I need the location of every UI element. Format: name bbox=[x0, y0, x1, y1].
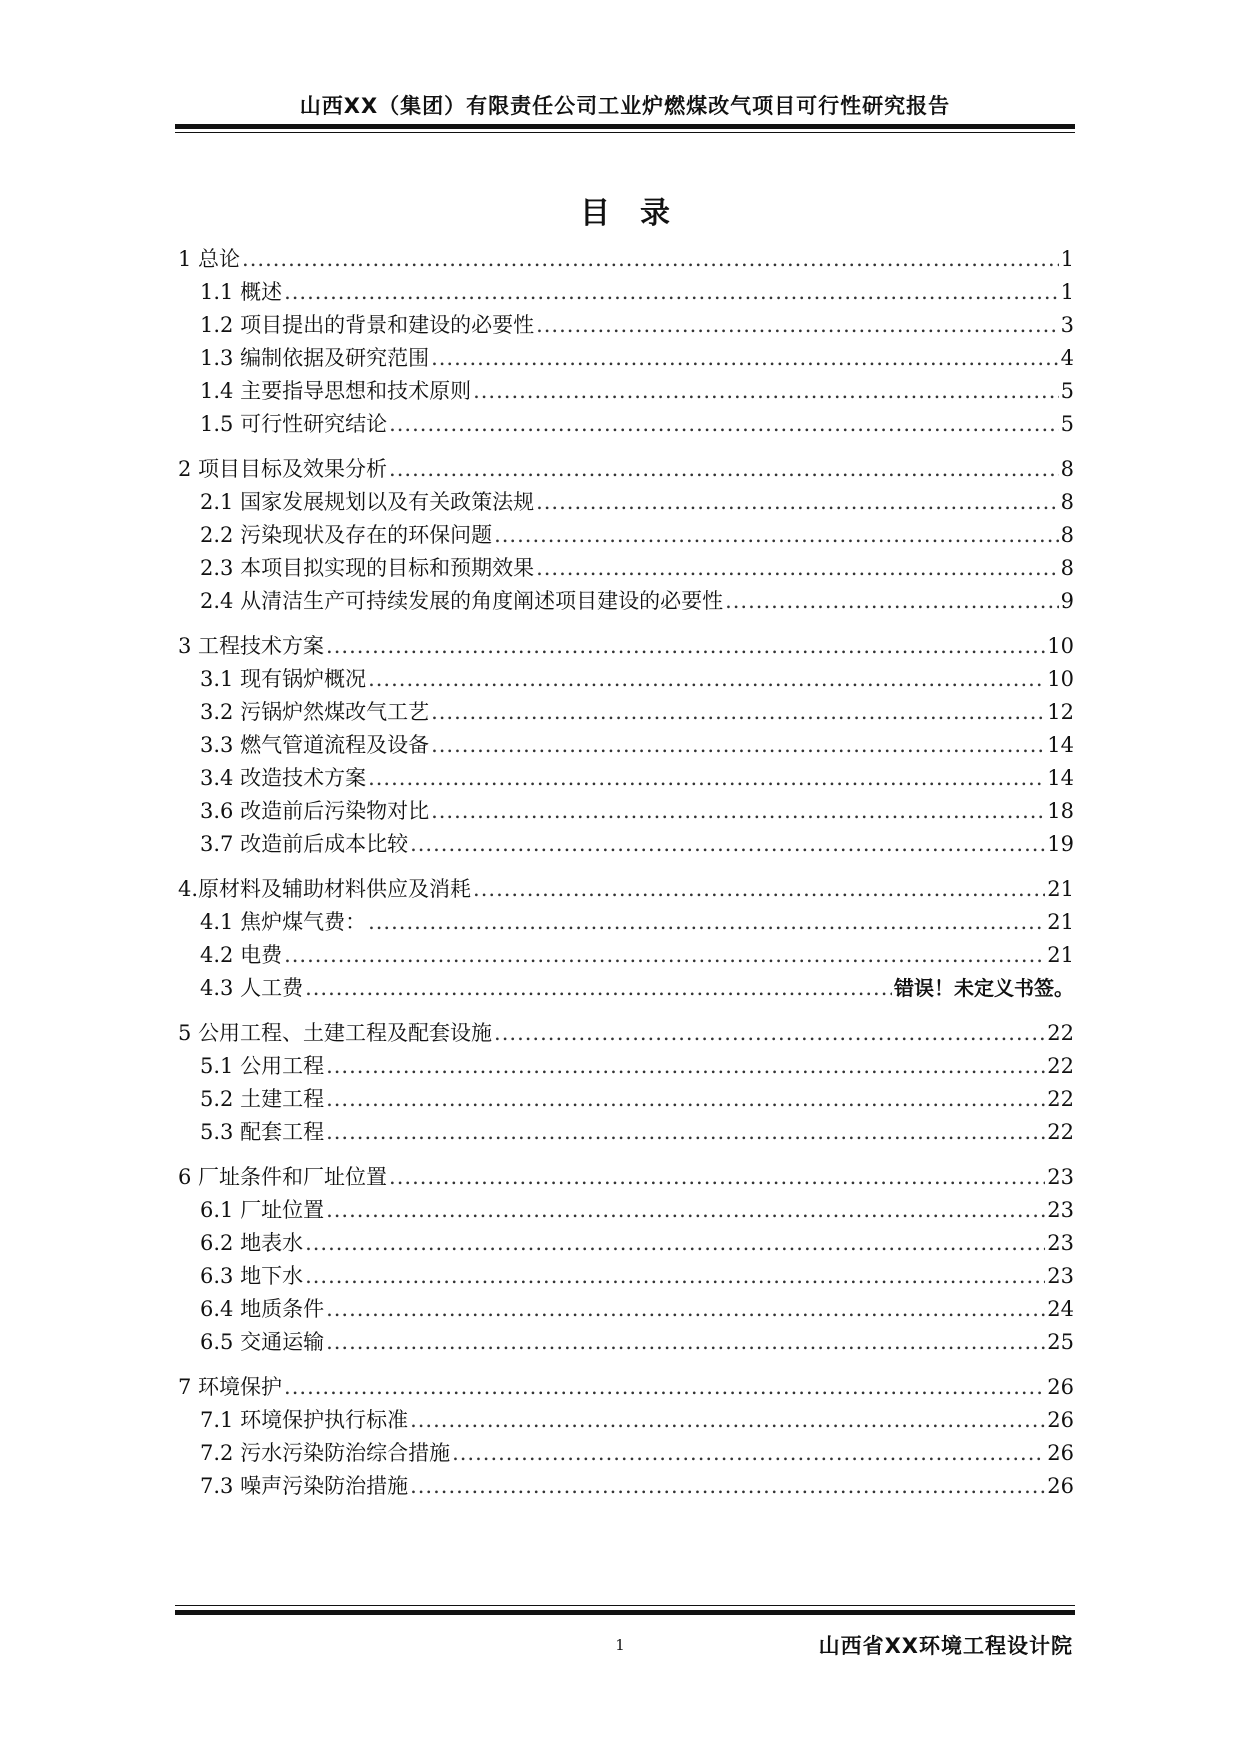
header-rule-thin bbox=[175, 132, 1075, 133]
toc-page-number: 5 bbox=[1060, 379, 1074, 403]
dot-leader bbox=[494, 519, 1059, 552]
toc-section-entry[interactable] bbox=[178, 408, 1074, 441]
toc-page-number: 3 bbox=[1060, 313, 1074, 337]
toc-entry-title: 1 总论 bbox=[178, 247, 241, 271]
toc-section-entry[interactable] bbox=[178, 552, 1074, 585]
toc-page-number: 22 bbox=[1047, 1120, 1074, 1144]
toc-entry-title: 5.2 土建工程 bbox=[200, 1087, 325, 1111]
toc-entry-title: 6.5 交通运输 bbox=[200, 1330, 325, 1354]
dot-leader bbox=[284, 939, 1045, 972]
toc-section-entry[interactable] bbox=[178, 1083, 1074, 1116]
toc-entry-title: 2.1 国家发展规划以及有关政策法规 bbox=[200, 490, 535, 514]
toc-section-entry[interactable] bbox=[178, 1260, 1074, 1293]
dot-leader bbox=[389, 453, 1059, 486]
dot-leader bbox=[305, 1260, 1045, 1293]
toc-section-entry[interactable] bbox=[178, 972, 1074, 1005]
toc-section-entry[interactable] bbox=[178, 1293, 1074, 1326]
toc-entry-title: 6.1 厂址位置 bbox=[200, 1198, 325, 1222]
toc-page-number: 8 bbox=[1060, 556, 1074, 580]
toc-page-number: 21 bbox=[1047, 877, 1074, 901]
toc-chapter-entry[interactable] bbox=[178, 630, 1074, 663]
toc-page-number: 5 bbox=[1060, 412, 1074, 436]
dot-leader bbox=[305, 972, 892, 1005]
toc-entry-title: 4.1 焦炉煤气费： bbox=[200, 910, 367, 934]
toc-entry-title: 4.2 电费 bbox=[200, 943, 283, 967]
dot-leader bbox=[410, 1470, 1045, 1503]
toc-page-number: 26 bbox=[1047, 1441, 1074, 1465]
toc-page-number: 10 bbox=[1047, 634, 1074, 658]
dot-leader bbox=[368, 906, 1045, 939]
toc-page-number: 14 bbox=[1047, 766, 1074, 790]
toc-chapter-entry[interactable] bbox=[178, 1371, 1074, 1404]
dot-leader bbox=[536, 309, 1059, 342]
toc-section-entry[interactable] bbox=[178, 828, 1074, 861]
toc-entry-title: 7.2 污水污染防治综合措施 bbox=[200, 1441, 451, 1465]
footer-rule-thick bbox=[175, 1610, 1075, 1615]
dot-leader bbox=[431, 729, 1045, 762]
toc-section-entry[interactable] bbox=[178, 342, 1074, 375]
toc-page-number: 25 bbox=[1047, 1330, 1074, 1354]
dot-leader bbox=[305, 1227, 1045, 1260]
dot-leader bbox=[494, 1017, 1045, 1050]
toc-entry-title: 5.3 配套工程 bbox=[200, 1120, 325, 1144]
dot-leader bbox=[389, 408, 1059, 441]
toc-section-entry[interactable] bbox=[178, 939, 1074, 972]
toc-page-number: 22 bbox=[1047, 1054, 1074, 1078]
dot-leader bbox=[242, 243, 1059, 276]
toc-chapter-entry[interactable] bbox=[178, 1017, 1074, 1050]
toc-page-number: 23 bbox=[1047, 1264, 1074, 1288]
toc-entry-title: 6.4 地质条件 bbox=[200, 1297, 325, 1321]
dot-leader bbox=[473, 375, 1059, 408]
toc-page-number: 9 bbox=[1060, 589, 1074, 613]
dot-leader bbox=[326, 1326, 1045, 1359]
toc-entry-title: 1.1 概述 bbox=[200, 280, 283, 304]
toc-page-number: 1 bbox=[1060, 247, 1074, 271]
toc-page-number: 14 bbox=[1047, 733, 1074, 757]
toc-section-entry[interactable] bbox=[178, 1437, 1074, 1470]
toc-chapter-entry[interactable] bbox=[178, 453, 1074, 486]
toc-entry-title: 3.2 污锅炉然煤改气工艺 bbox=[200, 700, 430, 724]
page-number: 1 bbox=[615, 1636, 625, 1654]
toc-section-entry[interactable] bbox=[178, 1050, 1074, 1083]
toc-chapter-entry[interactable] bbox=[178, 243, 1074, 276]
toc-entry-title: 7 环境保护 bbox=[178, 1375, 283, 1399]
toc-section-entry[interactable] bbox=[178, 486, 1074, 519]
toc-section-entry[interactable] bbox=[178, 375, 1074, 408]
header-rule-thick bbox=[175, 124, 1075, 129]
toc-page-number: 8 bbox=[1060, 490, 1074, 514]
toc-title: 目录 bbox=[580, 196, 700, 231]
toc-section-entry[interactable] bbox=[178, 1227, 1074, 1260]
dot-leader bbox=[431, 795, 1045, 828]
toc-entry-title: 7.3 噪声污染防治措施 bbox=[200, 1474, 409, 1498]
toc-page-number: 23 bbox=[1047, 1231, 1074, 1255]
toc-page-number: 10 bbox=[1047, 667, 1074, 691]
toc-entry-title: 5 公用工程、土建工程及配套设施 bbox=[178, 1021, 493, 1045]
dot-leader bbox=[326, 1293, 1045, 1326]
dot-leader bbox=[368, 762, 1045, 795]
toc-section-entry[interactable] bbox=[178, 1404, 1074, 1437]
dot-leader bbox=[284, 1371, 1045, 1404]
toc-entry-title: 5.1 公用工程 bbox=[200, 1054, 325, 1078]
toc-section-entry[interactable] bbox=[178, 1116, 1074, 1149]
footer-rule-thin bbox=[175, 1605, 1075, 1606]
toc-page-number: 8 bbox=[1060, 523, 1074, 547]
toc-page-number: 21 bbox=[1047, 910, 1074, 934]
toc-entry-title: 2.2 污染现状及存在的环保问题 bbox=[200, 523, 493, 547]
dot-leader bbox=[326, 1083, 1045, 1116]
dot-leader bbox=[473, 873, 1045, 906]
toc-entry-title: 4.3 人工费 bbox=[200, 976, 304, 1000]
toc-page-number: 18 bbox=[1047, 799, 1074, 823]
dot-leader bbox=[326, 1194, 1045, 1227]
toc-section-entry[interactable] bbox=[178, 663, 1074, 696]
dot-leader bbox=[725, 585, 1059, 618]
toc-page-number: 21 bbox=[1047, 943, 1074, 967]
toc-entry-title: 3.7 改造前后成本比较 bbox=[200, 832, 409, 856]
toc-section-entry[interactable] bbox=[178, 309, 1074, 342]
toc-section-entry[interactable] bbox=[178, 276, 1074, 309]
toc-page-number: 22 bbox=[1047, 1087, 1074, 1111]
dot-leader bbox=[431, 342, 1059, 375]
toc-section-entry[interactable] bbox=[178, 729, 1074, 762]
toc-entry-title: 3.4 改造技术方案 bbox=[200, 766, 367, 790]
toc-chapter-entry[interactable] bbox=[178, 1161, 1074, 1194]
toc-page-number: 12 bbox=[1047, 700, 1074, 724]
toc-section-entry[interactable] bbox=[178, 585, 1074, 618]
toc-page-number: 23 bbox=[1047, 1198, 1074, 1222]
dot-leader bbox=[410, 828, 1045, 861]
toc-section-entry[interactable] bbox=[178, 696, 1074, 729]
toc-entry-title: 3 工程技术方案 bbox=[178, 634, 325, 658]
dot-leader bbox=[326, 1116, 1045, 1149]
toc-page-number: 23 bbox=[1047, 1165, 1074, 1189]
toc-entry-title: 2.4 从清洁生产可持续发展的角度阐述项目建设的必要性 bbox=[200, 589, 724, 613]
toc-entry-title: 4.原材料及辅助材料供应及消耗 bbox=[178, 877, 472, 901]
toc-section-entry[interactable] bbox=[178, 1326, 1074, 1359]
dot-leader bbox=[368, 663, 1045, 696]
toc-section-entry[interactable] bbox=[178, 519, 1074, 552]
toc-page-number: 26 bbox=[1047, 1408, 1074, 1432]
toc-section-entry[interactable] bbox=[178, 1194, 1074, 1227]
toc-entry-title: 1.2 项目提出的背景和建设的必要性 bbox=[200, 313, 535, 337]
footer-organization: 山西省XX环境工程设计院 bbox=[818, 1634, 1073, 1658]
toc-entry-title: 1.5 可行性研究结论 bbox=[200, 412, 388, 436]
toc-entry-title: 6.2 地表水 bbox=[200, 1231, 304, 1255]
toc-page-number: 26 bbox=[1047, 1474, 1074, 1498]
toc-page-number: 8 bbox=[1060, 457, 1074, 481]
dot-leader bbox=[431, 696, 1045, 729]
toc-section-entry[interactable] bbox=[178, 1470, 1074, 1503]
toc-page-number: 22 bbox=[1047, 1021, 1074, 1045]
table-of-contents bbox=[178, 243, 1074, 1503]
toc-entry-title: 2.3 本项目拟实现的目标和预期效果 bbox=[200, 556, 535, 580]
toc-entry-title: 3.6 改造前后污染物对比 bbox=[200, 799, 430, 823]
toc-entry-title: 1.4 主要指导思想和技术原则 bbox=[200, 379, 472, 403]
toc-entry-title: 6 厂址条件和厂址位置 bbox=[178, 1165, 388, 1189]
toc-entry-title: 3.1 现有锅炉概况 bbox=[200, 667, 367, 691]
dot-leader bbox=[326, 630, 1045, 663]
toc-section-entry[interactable] bbox=[178, 906, 1074, 939]
toc-entry-title: 6.3 地下水 bbox=[200, 1264, 304, 1288]
dot-leader bbox=[536, 486, 1059, 519]
toc-page-number: 4 bbox=[1060, 346, 1074, 370]
toc-page-number: 26 bbox=[1047, 1375, 1074, 1399]
dot-leader bbox=[326, 1050, 1045, 1083]
toc-page-number: 24 bbox=[1047, 1297, 1074, 1321]
toc-section-entry[interactable] bbox=[178, 762, 1074, 795]
dot-leader bbox=[389, 1161, 1045, 1194]
dot-leader bbox=[410, 1404, 1045, 1437]
dot-leader bbox=[452, 1437, 1045, 1470]
toc-entry-title: 1.3 编制依据及研究范围 bbox=[200, 346, 430, 370]
toc-entry-title: 7.1 环境保护执行标准 bbox=[200, 1408, 409, 1432]
running-header-title: 山西XX（集团）有限责任公司工业炉燃煤改气项目可行性研究报告 bbox=[299, 94, 951, 118]
toc-section-entry[interactable] bbox=[178, 795, 1074, 828]
toc-entry-title: 3.3 燃气管道流程及设备 bbox=[200, 733, 430, 757]
toc-chapter-entry[interactable] bbox=[178, 873, 1074, 906]
toc-entry-title: 2 项目目标及效果分析 bbox=[178, 457, 388, 481]
toc-page-number: 19 bbox=[1047, 832, 1074, 856]
toc-page-number: 1 bbox=[1060, 280, 1074, 304]
dot-leader bbox=[536, 552, 1059, 585]
dot-leader bbox=[284, 276, 1059, 309]
toc-bookmark-error: 错误！未定义书签。 bbox=[894, 976, 1074, 1000]
